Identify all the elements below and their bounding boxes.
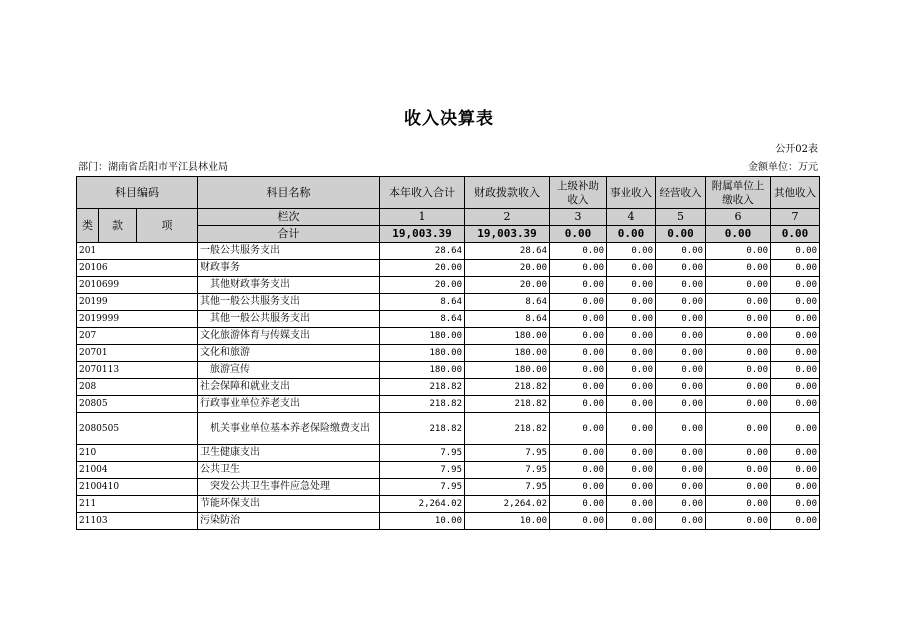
subject-name-text: 社会保障和就业支出 [200, 381, 291, 392]
amount-cell: 0.00 [656, 379, 706, 396]
subject-code-cell: 201 [77, 243, 198, 260]
amount-cell: 20.00 [465, 260, 550, 277]
subject-code-cell: 21004 [77, 462, 198, 479]
amount-cell: 0.00 [550, 496, 607, 513]
subject-code-cell: 20805 [77, 396, 198, 413]
amount-cell: 0.00 [656, 479, 706, 496]
amount-cell: 0.00 [771, 328, 820, 345]
amount-cell: 0.00 [607, 379, 656, 396]
amount-cell: 0.00 [656, 445, 706, 462]
amount-cell: 0.00 [550, 513, 607, 530]
table-row [77, 413, 820, 445]
amount-cell: 0.00 [607, 277, 656, 294]
amount-cell: 0.00 [771, 479, 820, 496]
subject-name-text: 公共卫生 [200, 464, 241, 475]
subject-name-cell [198, 513, 380, 530]
header-col-number: 6 [706, 209, 771, 226]
header-col-number: 5 [656, 209, 706, 226]
amount-cell: 0.00 [771, 362, 820, 379]
subject-name-text: 卫生健康支出 [200, 447, 261, 458]
amount-cell: 28.64 [380, 243, 465, 260]
amount-cell: 0.00 [771, 277, 820, 294]
subject-name-cell [198, 243, 380, 260]
amount-cell: 218.82 [465, 379, 550, 396]
amount-cell: 0.00 [656, 294, 706, 311]
subject-code-cell: 20106 [77, 260, 198, 277]
amount-cell: 0.00 [771, 445, 820, 462]
amount-cell: 0.00 [706, 243, 771, 260]
subject-code-cell: 208 [77, 379, 198, 396]
table-row [77, 345, 820, 362]
amount-cell: 0.00 [771, 260, 820, 277]
total-cell: 0.00 [550, 226, 607, 243]
amount-cell: 0.00 [656, 513, 706, 530]
amount-cell: 7.95 [380, 445, 465, 462]
amount-cell: 0.00 [607, 328, 656, 345]
header-col-number: 4 [607, 209, 656, 226]
table-row [77, 362, 820, 379]
total-cell: 19,003.39 [465, 226, 550, 243]
header-superior-subsidy: 上级补助收入 [550, 177, 607, 209]
amount-cell: 0.00 [706, 260, 771, 277]
subject-name-cell [198, 328, 380, 345]
table-row [77, 294, 820, 311]
amount-cell: 0.00 [656, 413, 706, 445]
amount-cell: 7.95 [380, 462, 465, 479]
header-business-income: 事业收入 [607, 177, 656, 209]
amount-cell: 180.00 [465, 345, 550, 362]
header-total-label: 合计 [198, 226, 380, 243]
amount-cell: 0.00 [550, 294, 607, 311]
amount-cell: 0.00 [656, 260, 706, 277]
amount-cell: 0.00 [706, 362, 771, 379]
subject-name-text: 一般公共服务支出 [200, 245, 281, 256]
header-affiliated-income: 附属单位上缴收入 [706, 177, 771, 209]
amount-cell: 0.00 [607, 294, 656, 311]
amount-cell: 8.64 [465, 311, 550, 328]
amount-cell: 0.00 [607, 496, 656, 513]
subject-name-cell [198, 396, 380, 413]
header-lei: 类 [77, 209, 99, 243]
amount-cell: 0.00 [706, 345, 771, 362]
header-col-number: 1 [380, 209, 465, 226]
amount-cell: 0.00 [706, 396, 771, 413]
amount-cell: 0.00 [550, 396, 607, 413]
amount-cell: 180.00 [380, 362, 465, 379]
amount-cell: 28.64 [465, 243, 550, 260]
amount-cell: 180.00 [380, 328, 465, 345]
amount-cell: 8.64 [380, 294, 465, 311]
header-subject-name: 科目名称 [198, 177, 380, 209]
total-cell: 19,003.39 [380, 226, 465, 243]
subject-name-text: 机关事业单位基本养老保险缴费支出 [210, 423, 371, 434]
amount-cell: 0.00 [656, 496, 706, 513]
table-row [77, 479, 820, 496]
subject-code-cell: 21103 [77, 513, 198, 530]
amount-cell: 0.00 [607, 479, 656, 496]
header-col-number: 2 [465, 209, 550, 226]
amount-cell: 0.00 [550, 462, 607, 479]
amount-cell: 0.00 [550, 413, 607, 445]
amount-cell: 7.95 [465, 445, 550, 462]
amount-cell: 180.00 [465, 362, 550, 379]
table-row [77, 260, 820, 277]
amount-cell: 20.00 [380, 277, 465, 294]
amount-cell: 180.00 [380, 345, 465, 362]
amount-cell: 218.82 [465, 396, 550, 413]
amount-cell: 0.00 [550, 277, 607, 294]
subject-name-cell [198, 379, 380, 396]
amount-cell: 0.00 [656, 277, 706, 294]
subject-name-cell [198, 413, 380, 445]
amount-cell: 0.00 [771, 345, 820, 362]
header-xiang: 项 [137, 209, 198, 243]
subject-name-text: 其他一般公共服务支出 [210, 313, 311, 324]
subject-name-cell [198, 362, 380, 379]
table-row [77, 462, 820, 479]
subject-code-cell: 207 [77, 328, 198, 345]
amount-cell: 0.00 [656, 345, 706, 362]
amount-cell: 218.82 [380, 413, 465, 445]
amount-cell: 218.82 [465, 413, 550, 445]
amount-cell: 0.00 [656, 362, 706, 379]
subject-code-cell: 2010699 [77, 277, 198, 294]
amount-cell: 0.00 [550, 260, 607, 277]
subject-name-text: 其他财政事务支出 [210, 279, 291, 290]
amount-cell: 0.00 [550, 345, 607, 362]
amount-cell: 218.82 [380, 379, 465, 396]
table-row [77, 379, 820, 396]
subject-code-cell: 211 [77, 496, 198, 513]
header-other-income: 其他收入 [771, 177, 820, 209]
amount-cell: 8.64 [380, 311, 465, 328]
amount-cell: 0.00 [706, 445, 771, 462]
table-row [77, 496, 820, 513]
table-row [77, 277, 820, 294]
subject-code-cell: 2100410 [77, 479, 198, 496]
header-col-number: 3 [550, 209, 607, 226]
amount-cell: 7.95 [465, 479, 550, 496]
amount-cell: 0.00 [771, 379, 820, 396]
subject-name-text: 财政事务 [200, 262, 241, 273]
subject-name-text: 文化旅游体育与传媒支出 [200, 330, 311, 341]
total-cell: 0.00 [771, 226, 820, 243]
amount-cell: 2,264.02 [465, 496, 550, 513]
subject-name-text: 行政事业单位养老支出 [200, 398, 301, 409]
table-row [77, 243, 820, 260]
amount-cell: 0.00 [771, 294, 820, 311]
total-cell: 0.00 [706, 226, 771, 243]
amount-cell: 10.00 [380, 513, 465, 530]
subject-name-cell [198, 260, 380, 277]
income-table [76, 176, 820, 530]
amount-cell: 0.00 [771, 513, 820, 530]
amount-cell: 7.95 [380, 479, 465, 496]
amount-cell: 0.00 [706, 311, 771, 328]
header-total-income: 本年收入合计 [380, 177, 465, 209]
amount-cell: 0.00 [656, 462, 706, 479]
amount-cell: 0.00 [771, 243, 820, 260]
header-kuan: 款 [99, 209, 137, 243]
subject-name-cell [198, 345, 380, 362]
subject-code-cell: 210 [77, 445, 198, 462]
amount-cell: 0.00 [771, 496, 820, 513]
amount-cell: 0.00 [607, 345, 656, 362]
amount-cell: 0.00 [771, 413, 820, 445]
amount-cell: 20.00 [465, 277, 550, 294]
subject-name-text: 文化和旅游 [200, 347, 251, 358]
amount-cell: 0.00 [706, 328, 771, 345]
subject-code-cell: 20199 [77, 294, 198, 311]
amount-cell: 0.00 [706, 413, 771, 445]
amount-unit-label: 金额单位：万元 [748, 162, 818, 173]
total-cell: 0.00 [607, 226, 656, 243]
amount-cell: 0.00 [550, 362, 607, 379]
header-fiscal-income: 财政拨款收入 [465, 177, 550, 209]
subject-name-text: 旅游宣传 [210, 364, 251, 375]
subject-name-cell [198, 496, 380, 513]
amount-cell: 0.00 [706, 513, 771, 530]
subject-name-cell [198, 277, 380, 294]
amount-cell: 0.00 [607, 413, 656, 445]
amount-cell: 20.00 [380, 260, 465, 277]
amount-cell: 0.00 [607, 462, 656, 479]
amount-cell: 0.00 [550, 311, 607, 328]
table-row [77, 513, 820, 530]
subject-name-cell [198, 294, 380, 311]
amount-cell: 0.00 [771, 311, 820, 328]
amount-cell: 0.00 [550, 379, 607, 396]
amount-cell: 0.00 [706, 462, 771, 479]
amount-cell: 0.00 [550, 445, 607, 462]
subject-code-cell: 2070113 [77, 362, 198, 379]
amount-cell: 0.00 [550, 243, 607, 260]
subject-name-text: 节能环保支出 [200, 498, 261, 509]
amount-cell: 180.00 [465, 328, 550, 345]
amount-cell: 0.00 [607, 243, 656, 260]
header-operating-income: 经营收入 [656, 177, 706, 209]
subject-name-text: 污染防治 [200, 515, 241, 526]
amount-cell: 0.00 [607, 396, 656, 413]
subject-code-cell: 2019999 [77, 311, 198, 328]
amount-cell: 0.00 [706, 479, 771, 496]
subject-name-text: 其他一般公共服务支出 [200, 296, 301, 307]
subject-name-cell [198, 479, 380, 496]
amount-cell: 218.82 [380, 396, 465, 413]
amount-cell: 0.00 [706, 379, 771, 396]
amount-cell: 7.95 [465, 462, 550, 479]
amount-cell: 0.00 [607, 362, 656, 379]
page-title: 收入决算表 [404, 109, 494, 129]
amount-cell: 0.00 [607, 513, 656, 530]
amount-cell: 0.00 [607, 445, 656, 462]
table-row [77, 445, 820, 462]
subject-name-cell [198, 311, 380, 328]
subject-code-cell: 2080505 [77, 413, 198, 445]
amount-cell: 0.00 [656, 311, 706, 328]
amount-cell: 0.00 [706, 294, 771, 311]
subject-name-cell [198, 445, 380, 462]
amount-cell: 0.00 [656, 328, 706, 345]
header-lanci: 栏次 [198, 209, 380, 226]
document-number: 公开02表 [775, 144, 818, 155]
table-row [77, 328, 820, 345]
amount-cell: 0.00 [656, 396, 706, 413]
subject-name-cell [198, 462, 380, 479]
amount-cell: 0.00 [550, 479, 607, 496]
amount-cell: 0.00 [607, 311, 656, 328]
amount-cell: 10.00 [465, 513, 550, 530]
table-row [77, 311, 820, 328]
total-cell: 0.00 [656, 226, 706, 243]
table-row [77, 396, 820, 413]
amount-cell: 0.00 [607, 260, 656, 277]
amount-cell: 0.00 [706, 277, 771, 294]
amount-cell: 0.00 [656, 243, 706, 260]
amount-cell: 8.64 [465, 294, 550, 311]
amount-cell: 0.00 [771, 462, 820, 479]
amount-cell: 0.00 [706, 496, 771, 513]
amount-cell: 2,264.02 [380, 496, 465, 513]
header-col-number: 7 [771, 209, 820, 226]
amount-cell: 0.00 [550, 328, 607, 345]
subject-code-cell: 20701 [77, 345, 198, 362]
subject-name-text: 突发公共卫生事件应急处理 [210, 481, 331, 492]
amount-cell: 0.00 [771, 396, 820, 413]
department-label: 部门：湖南省岳阳市平江县林业局 [78, 162, 228, 173]
header-subject-code: 科目编码 [77, 177, 198, 209]
